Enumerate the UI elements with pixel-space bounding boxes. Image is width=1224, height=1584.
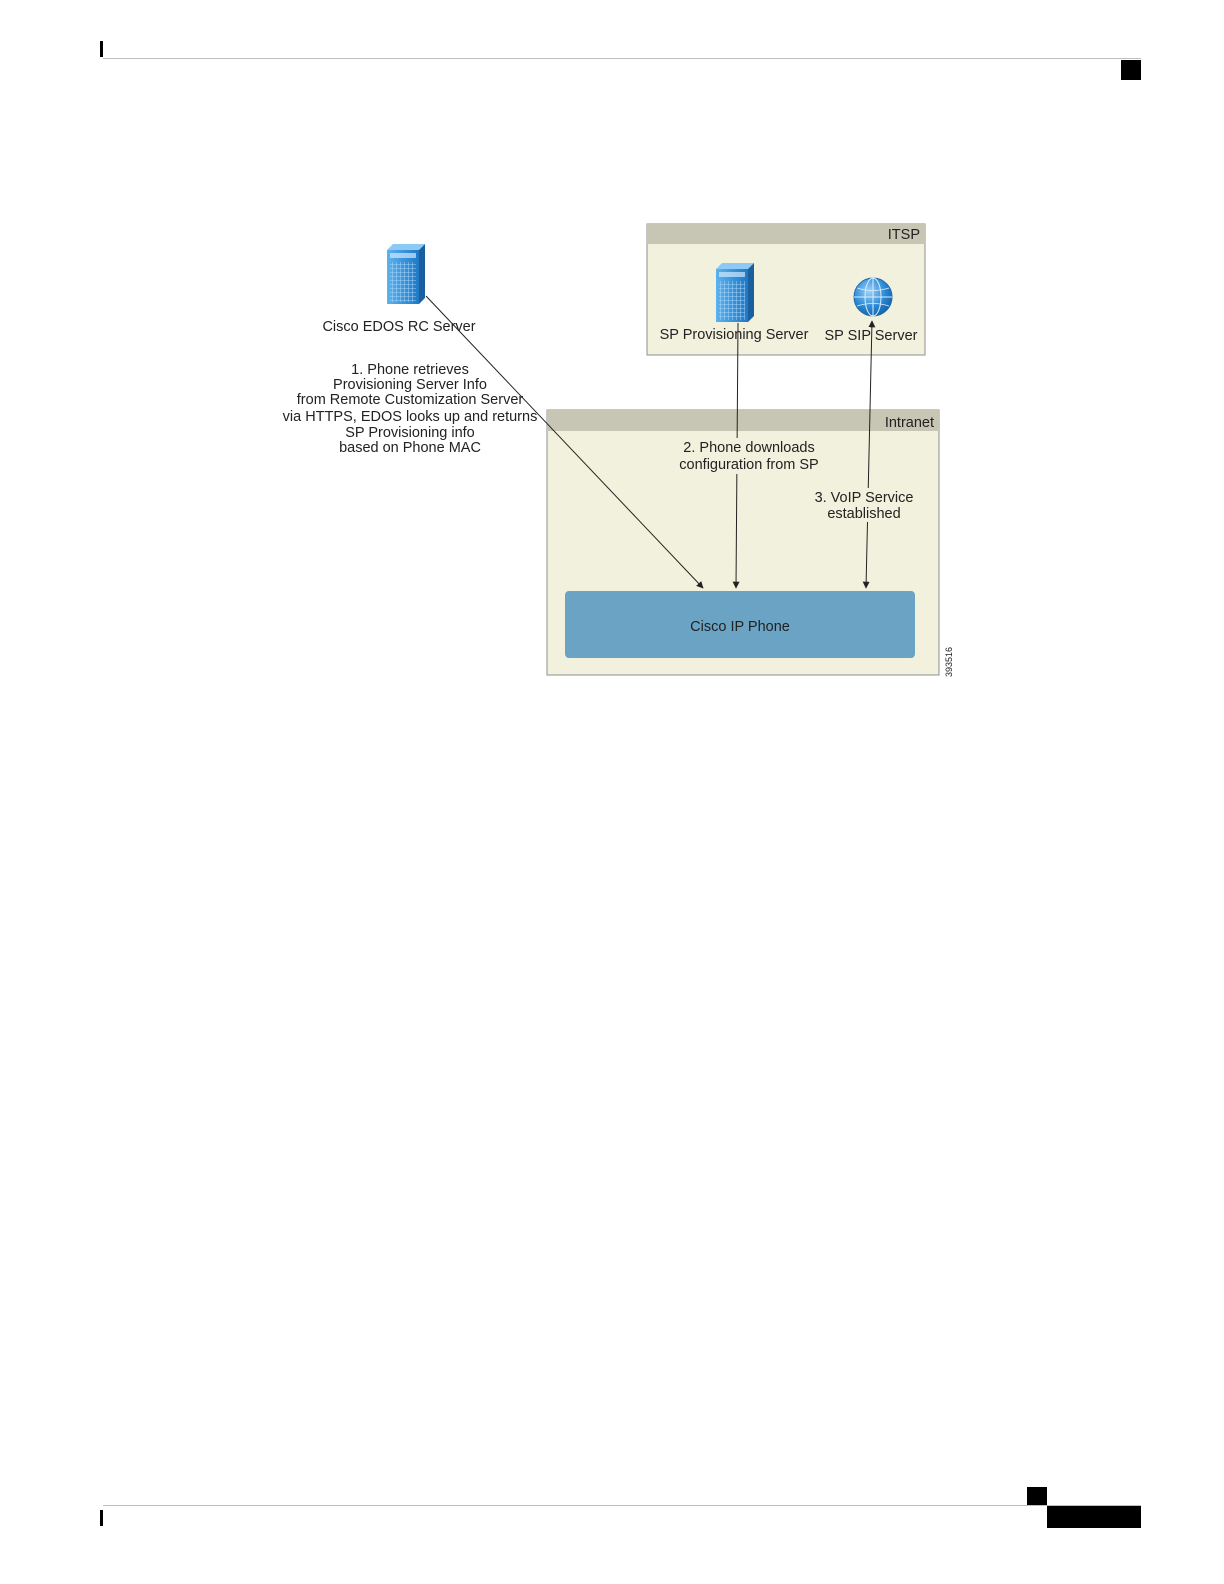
edos-server-icon — [387, 244, 425, 304]
step3-line: 3. VoIP Service — [814, 490, 914, 506]
intranet-label: Intranet — [884, 415, 934, 431]
step2-caption — [679, 438, 820, 474]
sip-server-globe-icon — [854, 278, 892, 316]
step3-line: established — [827, 506, 901, 522]
step1-line: via HTTPS, EDOS looks up and returns — [282, 409, 538, 425]
step2-line: 2. Phone downloads — [683, 440, 815, 456]
footer-marker — [1027, 1487, 1047, 1505]
step1-line: Provisioning Server Info — [333, 377, 487, 393]
step1-line: based on Phone MAC — [339, 440, 481, 456]
step1-caption — [283, 362, 538, 456]
sp-provisioning-server-label: SP Provisioning Server — [659, 327, 809, 343]
phone-label: Cisco IP Phone — [690, 619, 790, 635]
step2-line: configuration from SP — [679, 457, 819, 473]
step1-line: SP Provisioning info — [345, 425, 475, 441]
footer-rule — [103, 1505, 1141, 1506]
step1-line: 1. Phone retrieves — [351, 362, 469, 378]
sp-sip-server-label: SP SIP Server — [824, 328, 918, 344]
figure-id: 393516 — [944, 646, 954, 677]
itsp-label: ITSP — [887, 227, 920, 243]
sp-provisioning-server-icon — [716, 263, 754, 322]
edos-server-label: Cisco EDOS RC Server — [322, 319, 476, 335]
footer-tick — [100, 1510, 103, 1526]
cisco-ip-phone — [565, 591, 915, 658]
footer-page-tab — [1047, 1506, 1141, 1528]
step3-caption — [812, 488, 916, 522]
step1-line: from Remote Customization Server — [296, 392, 524, 408]
